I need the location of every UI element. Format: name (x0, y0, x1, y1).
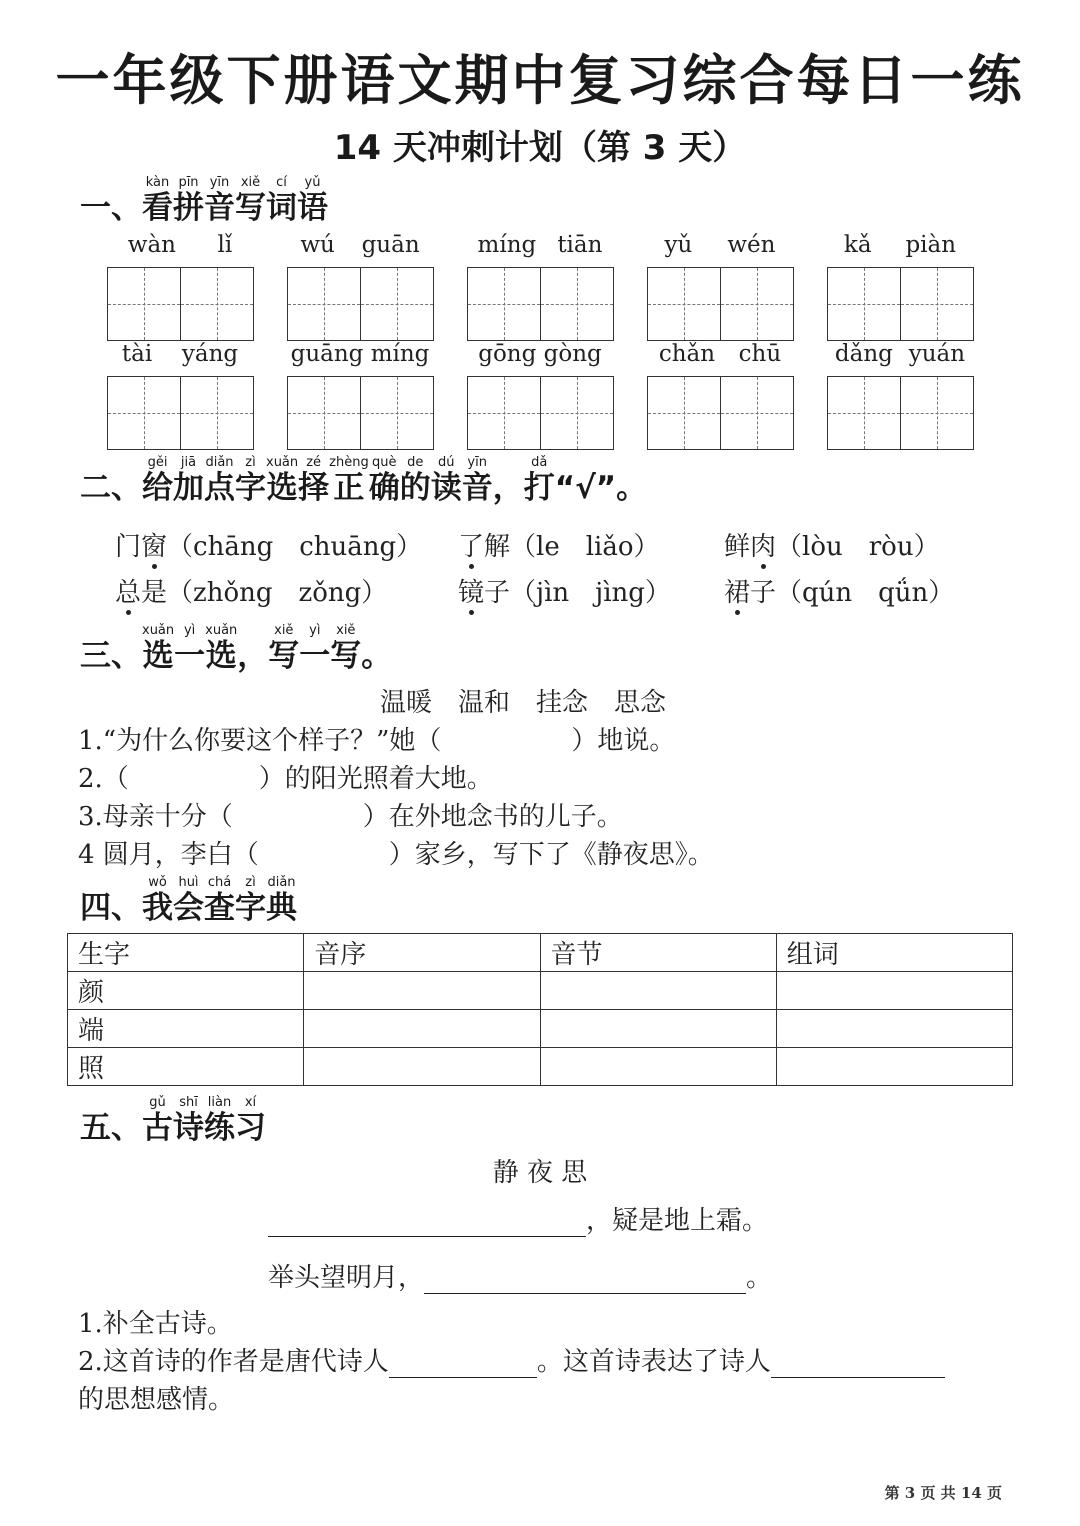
table-header-cell: 音节 (540, 934, 776, 972)
heading-char (204, 456, 235, 506)
heading-char (204, 1096, 235, 1146)
heading-char-text: 看 (142, 190, 173, 226)
tian-grid-pair (647, 376, 794, 450)
heading-char (266, 176, 297, 226)
tian-grid-cell[interactable] (288, 377, 360, 449)
pinyin-syllable: yáng (181, 341, 239, 367)
heading-char-text: 我 (142, 890, 173, 926)
tian-grid-pair (287, 267, 434, 341)
heading-char-text: 打 (523, 470, 555, 506)
pinyin-prompt (467, 341, 613, 367)
poem-line-2-text: 举头望明月， (268, 1263, 425, 1293)
question-2-text-b: 。这首诗表达了诗人 (536, 1347, 771, 1377)
heading-char (268, 624, 299, 674)
fill-blank-line-2: 2.（ ）的阳光照着大地。 (78, 764, 493, 794)
section4-title (142, 876, 297, 926)
page-title: 一年级下册语文期中复习综合每日一练 (55, 49, 1025, 112)
table-cell-blank[interactable] (304, 972, 540, 1010)
section2-title (142, 456, 647, 506)
heading-char-text: 练 (204, 1110, 235, 1146)
heading-char-text: 给 (142, 470, 173, 506)
heading-char (173, 876, 204, 926)
tian-grid-cell[interactable] (288, 268, 360, 340)
heading-char (142, 456, 173, 506)
heading-char-pinyin: liàn (207, 1095, 232, 1110)
heading-char-pinyin: shī (179, 1095, 198, 1110)
pronunciation-item-2: 了解（le liǎo） (458, 532, 660, 562)
question-1: 1.补全古诗。 (78, 1309, 233, 1339)
heading-char (361, 624, 392, 674)
heading-char-text: 读 (430, 470, 462, 506)
table-row (68, 972, 1013, 1010)
heading-char-pinyin: jiā (180, 455, 197, 470)
heading-char-pinyin: zì (245, 875, 256, 890)
pinyin-syllable: míng (477, 232, 537, 258)
heading-char-text: ， (492, 470, 524, 506)
pinyin-syllable: guān (361, 232, 420, 258)
heading-char-pinyin: pīn (178, 175, 199, 190)
pinyin-syllable: wàn (127, 232, 176, 258)
tian-grid-cell[interactable] (468, 268, 540, 340)
tian-grid-cell[interactable] (360, 268, 433, 340)
heading-char-pinyin: dú (437, 455, 455, 470)
heading-char (329, 456, 369, 506)
heading-char (173, 1096, 204, 1146)
heading-char (555, 456, 647, 506)
pinyin-syllable: tài (121, 341, 153, 367)
section1-title (142, 176, 328, 226)
heading-char-text: 会 (173, 890, 204, 926)
heading-char (266, 456, 298, 506)
heading-char-pinyin: zì (245, 455, 256, 470)
pinyin-prompt (827, 232, 973, 258)
pronunciation-item-1: 门窗（chāng chuāng） (115, 532, 423, 562)
heading-char-pinyin: yì (183, 623, 196, 638)
pinyin-syllable: lǐ (217, 232, 233, 258)
pinyin-syllable: gōng gòng (478, 341, 602, 367)
poem-line-2-end: 。 (746, 1263, 773, 1293)
heading-char (205, 624, 237, 674)
heading-char-pinyin: wǒ (148, 875, 167, 890)
heading-char-pinyin: yīn (467, 455, 487, 470)
heading-char (142, 876, 173, 926)
pronunciation-item-6: 裙子（qún qǘn） (724, 578, 955, 608)
heading-char-pinyin: xuǎn (205, 623, 238, 638)
heading-char-text: ， (237, 638, 269, 674)
heading-char-text: 正 (333, 470, 365, 506)
heading-char-pinyin: gěi (147, 455, 168, 470)
heading-char-pinyin: gǔ (149, 1095, 166, 1110)
heading-char-text: 。 (361, 638, 393, 674)
tian-grid-cell[interactable] (108, 377, 180, 449)
tian-grid-cell[interactable] (900, 268, 973, 340)
section5-title (142, 1096, 266, 1146)
section4-number: 四、 (80, 890, 142, 926)
heading-char-text: 习 (235, 1110, 266, 1146)
tian-grid-cell[interactable] (468, 377, 540, 449)
heading-char-text: 确 (368, 470, 400, 506)
poem-blank-1[interactable] (268, 1206, 586, 1237)
heading-char-pinyin: xiě (274, 623, 294, 638)
heading-char (235, 1096, 266, 1146)
table-cell-char: 端 (68, 1010, 304, 1048)
tian-grid-cell[interactable] (828, 268, 900, 340)
pronunciation-item-5: 镜子（jìn jìng） (458, 578, 671, 608)
heading-char (204, 176, 235, 226)
heading-char-text: 词 (266, 190, 297, 226)
heading-char (400, 456, 431, 506)
heading-char-text: 选 (205, 638, 237, 674)
tian-grid-cell[interactable] (540, 268, 613, 340)
pinyin-syllable: wú (300, 232, 335, 258)
table-cell-blank[interactable] (540, 1048, 776, 1086)
pinyin-prompt (287, 341, 433, 367)
heading-char-pinyin: diǎn (267, 875, 296, 890)
table-header-cell: 组词 (776, 934, 1012, 972)
heading-char-text: 拼 (173, 190, 204, 226)
heading-char (235, 176, 266, 226)
tian-grid-cell[interactable] (180, 268, 253, 340)
heading-char-pinyin: xí (244, 1095, 257, 1110)
tian-grid-cell[interactable] (648, 377, 720, 449)
question-2-end: 的思想感情。 (78, 1385, 235, 1415)
fill-blank-line-1: 1.“为什么你要这个样子？”她（ ）地说。 (78, 726, 676, 756)
heading-char-text: 查 (204, 890, 235, 926)
heading-char-text: 语 (297, 190, 328, 226)
heading-char-text: “√”。 (554, 470, 648, 506)
heading-char-text: 选 (142, 638, 174, 674)
table-row (68, 1048, 1013, 1086)
heading-char-text: 音 (461, 470, 493, 506)
tian-grid-pair (647, 267, 794, 341)
section4-heading (80, 876, 297, 926)
heading-char (330, 624, 361, 674)
heading-char-pinyin: de (407, 455, 424, 470)
heading-char (204, 876, 235, 926)
heading-char (298, 456, 329, 506)
heading-char (297, 176, 328, 226)
tian-grid-cell[interactable] (360, 377, 433, 449)
table-cell-blank[interactable] (540, 972, 776, 1010)
fill-blank-line-4: 4 圆月，李白（ ）家乡，写下了《静夜思》。 (78, 840, 714, 870)
tian-grid-pair (107, 267, 254, 341)
heading-char-text: 诗 (173, 1110, 204, 1146)
pinyin-prompt (647, 232, 793, 258)
poet-name-blank[interactable] (389, 1347, 537, 1378)
heading-char-pinyin: què (371, 455, 397, 470)
heading-char-text: 的 (399, 470, 431, 506)
tian-grid-pair (467, 267, 614, 341)
section2-number: 二、 (80, 470, 142, 506)
tian-grid-cell[interactable] (108, 268, 180, 340)
heading-char-pinyin: kàn (145, 175, 170, 190)
heading-char-text: 择 (298, 470, 330, 506)
heading-char-pinyin: huì (178, 875, 199, 890)
tian-grid-cell[interactable] (900, 377, 973, 449)
table-cell-blank[interactable] (776, 972, 1012, 1010)
heading-char (237, 624, 268, 674)
pinyin-syllable: wén (727, 232, 776, 258)
poem-line-1-text: ，疑是地上霜。 (586, 1206, 769, 1236)
heading-char (173, 456, 204, 506)
pinyin-syllable: chū (738, 341, 782, 367)
heading-char-pinyin: yǔ (304, 175, 321, 190)
section3-number: 三、 (80, 638, 142, 674)
heading-char-pinyin: xiě (240, 175, 261, 190)
pinyin-syllable: chǎn (658, 341, 716, 367)
poem-blank-2[interactable] (424, 1263, 746, 1294)
heading-char (462, 456, 493, 506)
table-cell-blank[interactable] (304, 1010, 540, 1048)
section5-heading (80, 1096, 266, 1146)
heading-char-pinyin: diǎn (205, 455, 234, 470)
heading-char-text: 古 (142, 1110, 173, 1146)
table-header-cell: 生字 (68, 934, 304, 972)
tian-grid-cell[interactable] (828, 377, 900, 449)
table-cell-char: 照 (68, 1048, 304, 1086)
heading-char (493, 456, 524, 506)
tian-grid-cell[interactable] (720, 268, 793, 340)
pinyin-prompt (107, 341, 253, 367)
section1-number: 一、 (80, 190, 142, 226)
feeling-blank[interactable] (771, 1347, 945, 1378)
heading-char (142, 624, 174, 674)
table-row (68, 1010, 1013, 1048)
heading-char-pinyin: chá (207, 875, 232, 890)
pinyin-prompt (827, 341, 973, 367)
heading-char-text: 写 (268, 638, 300, 674)
page-subtitle: 14 天冲刺计划（第 3 天） (333, 128, 747, 168)
heading-char (173, 176, 204, 226)
heading-char-pinyin: zé (306, 455, 322, 470)
pinyin-prompt (467, 232, 613, 258)
tian-grid-pair (827, 267, 974, 341)
table-cell-blank[interactable] (304, 1048, 540, 1086)
heading-char (174, 624, 205, 674)
tian-grid-pair (107, 376, 254, 450)
heading-char-pinyin: yīn (209, 175, 230, 190)
word-bank: 温暖 温和 挂念 思念 (380, 688, 667, 718)
heading-char (235, 456, 266, 506)
heading-char-text: 音 (204, 190, 235, 226)
heading-char-pinyin: xuǎn (142, 623, 175, 638)
page-number: 第 3 页 共 14 页 (884, 1484, 1002, 1502)
heading-char (142, 176, 173, 226)
heading-char-text: 点 (204, 470, 235, 506)
pinyin-prompt (647, 341, 793, 367)
table-cell-blank[interactable] (776, 1010, 1012, 1048)
section2-heading (80, 456, 647, 506)
heading-char-text: 写 (235, 190, 266, 226)
heading-char-pinyin: cí (276, 175, 287, 190)
heading-char (235, 876, 266, 926)
tian-grid-cell[interactable] (648, 268, 720, 340)
table-cell-char: 颜 (68, 972, 304, 1010)
heading-char (369, 456, 400, 506)
tian-grid-cell[interactable] (180, 377, 253, 449)
heading-char-text: 一 (299, 638, 331, 674)
pronunciation-item-4: 总是（zhǒng zǒng） (115, 578, 388, 608)
heading-char (299, 624, 330, 674)
tian-grid-pair (467, 376, 614, 450)
heading-char-pinyin: yì (309, 623, 321, 638)
poem-title: 静 夜 思 (492, 1158, 588, 1188)
pinyin-syllable: kǎ (843, 232, 872, 258)
heading-char (524, 456, 555, 506)
heading-char-text: 加 (173, 470, 204, 506)
table-cell-blank[interactable] (776, 1048, 1012, 1086)
heading-char-pinyin: zhèng (329, 455, 369, 470)
heading-char-text: 写 (330, 638, 362, 674)
pinyin-syllable: tiān (557, 232, 603, 258)
heading-char-pinyin: dǎ (531, 455, 548, 470)
section3-title (142, 624, 392, 674)
poem-line-2 (268, 1257, 772, 1294)
pronunciation-item-3: 鲜肉（lòu ròu） (724, 532, 940, 562)
tian-grid-pair (287, 376, 434, 450)
tian-grid-cell[interactable] (540, 377, 613, 449)
pinyin-syllable: yǔ (664, 232, 693, 258)
poem-line-1 (268, 1200, 768, 1237)
pinyin-syllable: dǎng (834, 341, 893, 367)
fill-blank-line-3: 3.母亲十分（ ）在外地念书的儿子。 (78, 802, 623, 832)
heading-char (266, 876, 297, 926)
pinyin-syllable: yuán (908, 341, 966, 367)
tian-grid-pair (827, 376, 974, 450)
heading-char (431, 456, 462, 506)
pinyin-syllable: guāng míng (290, 341, 430, 367)
heading-char-pinyin: xuǎn (266, 455, 299, 470)
section5-number: 五、 (80, 1110, 142, 1146)
table-cell-blank[interactable] (540, 1010, 776, 1048)
heading-char-text: 字 (235, 470, 266, 506)
pinyin-prompt (107, 232, 253, 258)
dictionary-table (67, 933, 1013, 1086)
heading-char-text: 选 (266, 470, 298, 506)
question-2-text-a: 2.这首诗的作者是唐代诗人 (78, 1347, 389, 1377)
pinyin-syllable: piàn (905, 232, 957, 258)
heading-char-text: 典 (266, 890, 297, 926)
heading-char-pinyin: xiě (336, 623, 356, 638)
section1-heading (80, 176, 328, 226)
table-header-row (68, 934, 1013, 972)
table-header-cell: 音序 (304, 934, 540, 972)
heading-char (142, 1096, 173, 1146)
section3-heading (80, 624, 392, 674)
heading-char-text: 一 (174, 638, 206, 674)
tian-grid-cell[interactable] (720, 377, 793, 449)
question-2 (78, 1341, 945, 1378)
heading-char-text: 字 (235, 890, 266, 926)
pinyin-prompt (287, 232, 433, 258)
